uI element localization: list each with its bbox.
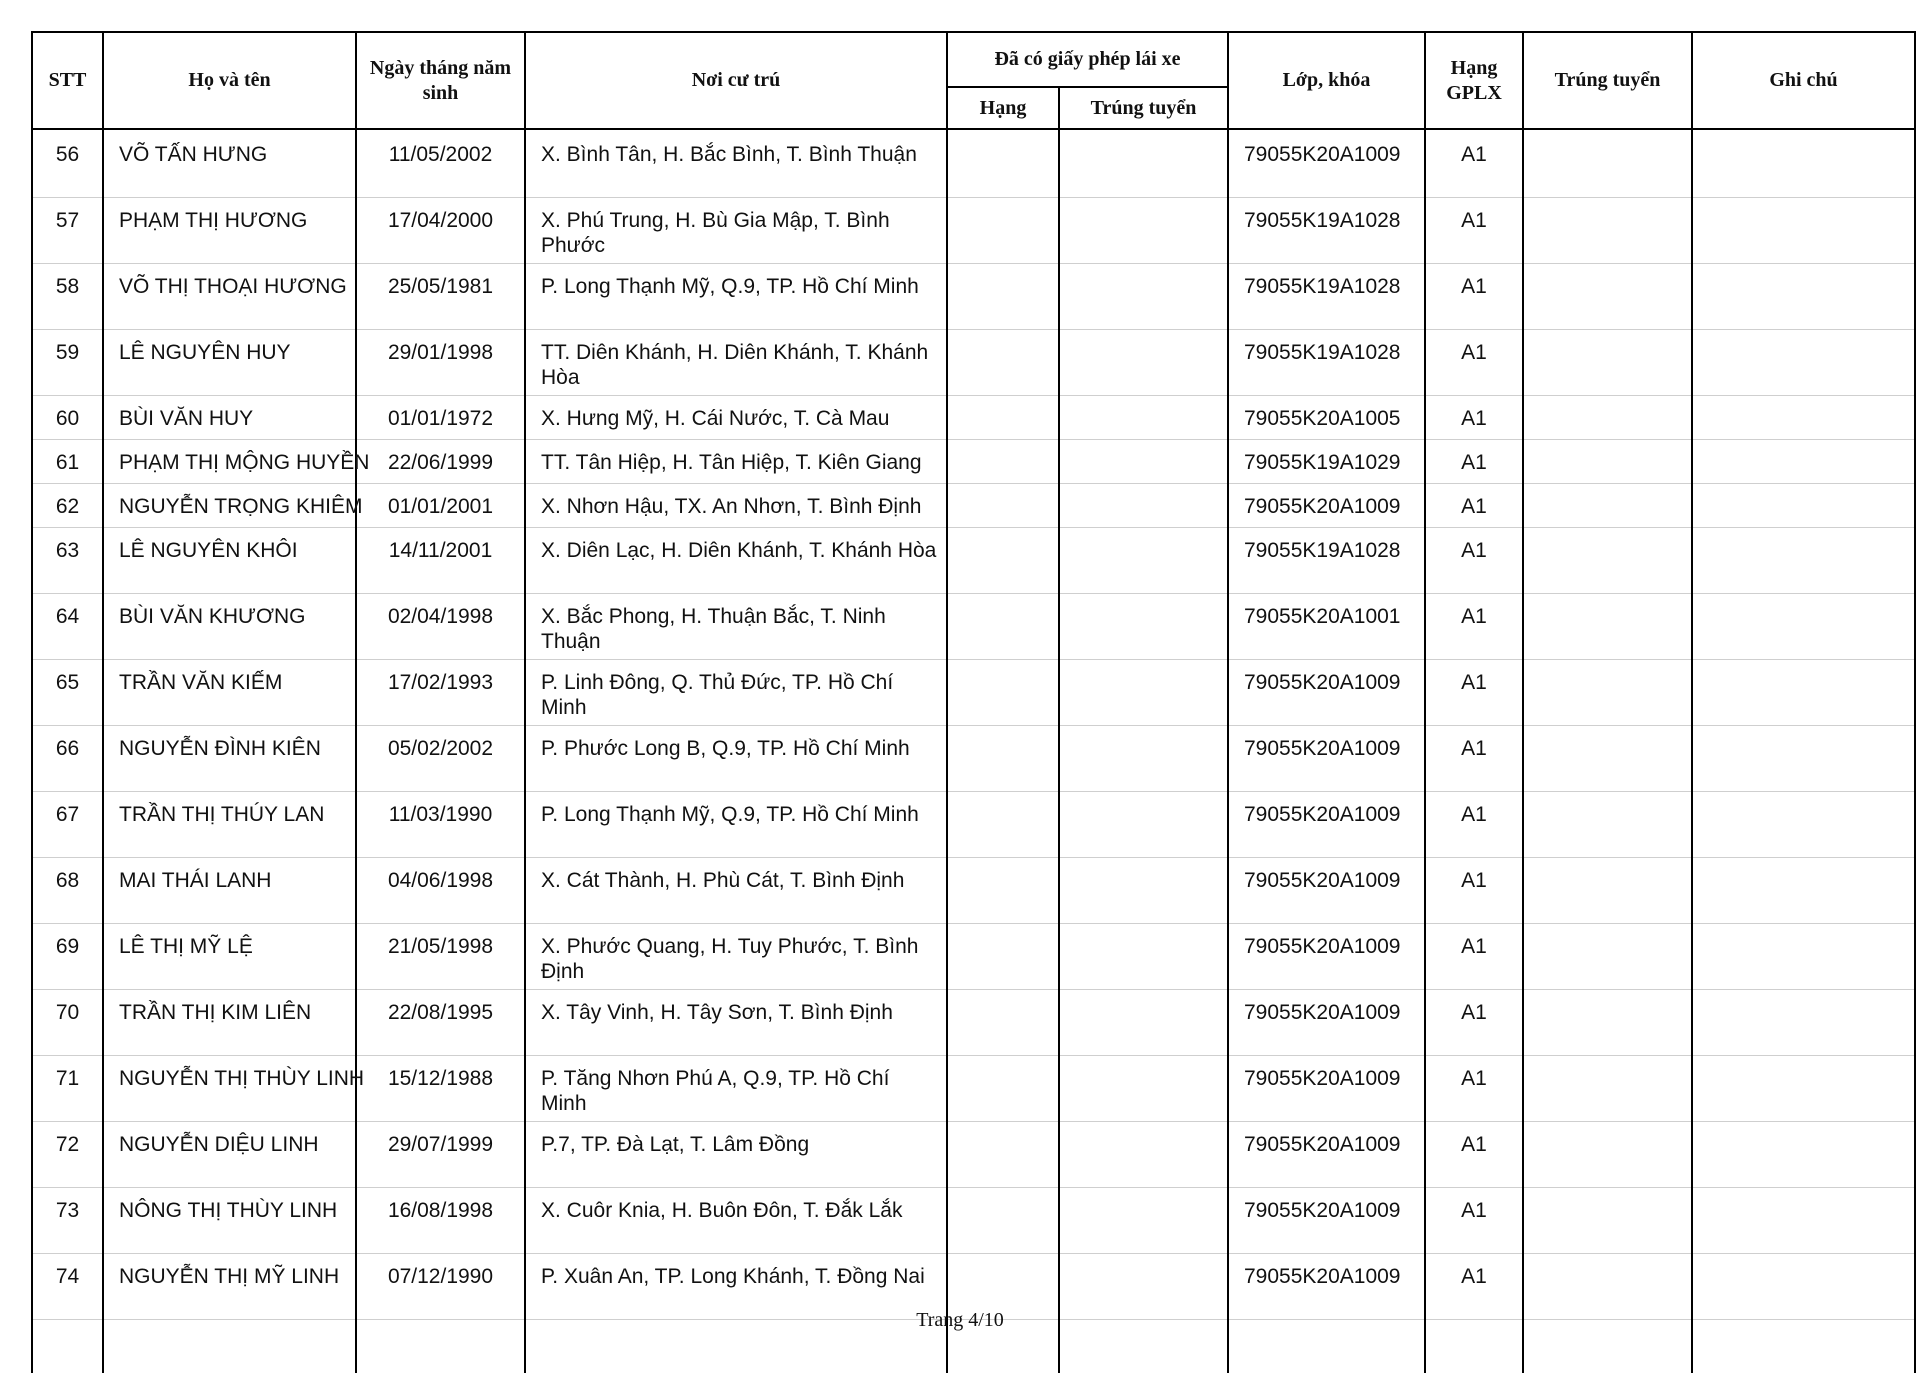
cell-license-rank bbox=[947, 792, 1059, 858]
cell-license-rank bbox=[947, 858, 1059, 924]
cell-admitted bbox=[1523, 660, 1692, 726]
cell-class: 79055K20A1009 bbox=[1228, 660, 1425, 726]
cell-license-rank bbox=[947, 594, 1059, 660]
cell-stt: 65 bbox=[32, 660, 103, 726]
table-header bbox=[32, 32, 1915, 129]
cell-license-rank bbox=[947, 330, 1059, 396]
table-row bbox=[32, 924, 1915, 990]
cell-address: TT. Diên Khánh, H. Diên Khánh, T. Khánh Hòa bbox=[525, 330, 947, 396]
cell-class: 79055K20A1009 bbox=[1228, 1254, 1425, 1320]
cell-license-admitted bbox=[1059, 924, 1228, 990]
table-row bbox=[32, 396, 1915, 440]
table-row bbox=[32, 440, 1915, 484]
cell-dob: 01/01/2001 bbox=[356, 484, 525, 528]
cell-gplx: A1 bbox=[1425, 924, 1523, 990]
cell-name: NGUYỄN ĐÌNH KIÊN bbox=[103, 726, 356, 792]
cell-class: 79055K19A1029 bbox=[1228, 440, 1425, 484]
cell-name: TRẦN THỊ THÚY LAN bbox=[103, 792, 356, 858]
cell-license-admitted bbox=[1059, 396, 1228, 440]
cell-stt: 60 bbox=[32, 396, 103, 440]
cell-dob: 16/08/1998 bbox=[356, 1188, 525, 1254]
cell-note bbox=[1692, 484, 1915, 528]
cell-note bbox=[1692, 990, 1915, 1056]
cell-stt: 73 bbox=[32, 1188, 103, 1254]
cell-stt: 67 bbox=[32, 792, 103, 858]
header-class: Lớp, khóa bbox=[1228, 32, 1425, 129]
cell-dob: 14/11/2001 bbox=[356, 528, 525, 594]
cell-note bbox=[1692, 594, 1915, 660]
cell-address: P. Long Thạnh Mỹ, Q.9, TP. Hồ Chí Minh bbox=[525, 792, 947, 858]
cell-name: NGUYỄN TRỌNG KHIÊM bbox=[103, 484, 356, 528]
cell-license-admitted bbox=[1059, 726, 1228, 792]
cell-stt: 68 bbox=[32, 858, 103, 924]
cell-license-admitted bbox=[1059, 484, 1228, 528]
cell-note bbox=[1692, 330, 1915, 396]
cell-name: NGUYỄN THỊ THÙY LINH bbox=[103, 1056, 356, 1122]
cell-gplx: A1 bbox=[1425, 129, 1523, 198]
cell-license-admitted bbox=[1059, 990, 1228, 1056]
cell-dob: 07/12/1990 bbox=[356, 1254, 525, 1320]
cell-class: 79055K20A1009 bbox=[1228, 129, 1425, 198]
cell-license-admitted bbox=[1059, 594, 1228, 660]
cell-address: X. Cuôr Knia, H. Buôn Đôn, T. Đắk Lắk bbox=[525, 1188, 947, 1254]
cell-class: 79055K20A1009 bbox=[1228, 858, 1425, 924]
cell-note bbox=[1692, 129, 1915, 198]
cell-address: X. Hưng Mỹ, H. Cái Nước, T. Cà Mau bbox=[525, 396, 947, 440]
cell-note bbox=[1692, 396, 1915, 440]
cell-admitted bbox=[1523, 198, 1692, 264]
cell-gplx: A1 bbox=[1425, 726, 1523, 792]
cell-stt: 56 bbox=[32, 129, 103, 198]
cell-gplx: A1 bbox=[1425, 198, 1523, 264]
cell-name: TRẦN THỊ KIM LIÊN bbox=[103, 990, 356, 1056]
cell-address: X. Diên Lạc, H. Diên Khánh, T. Khánh Hòa bbox=[525, 528, 947, 594]
cell-admitted bbox=[1523, 1188, 1692, 1254]
cell-note bbox=[1692, 792, 1915, 858]
cell-name: LÊ NGUYÊN HUY bbox=[103, 330, 356, 396]
cell-admitted bbox=[1523, 129, 1692, 198]
cell-gplx: A1 bbox=[1425, 484, 1523, 528]
cell-gplx: A1 bbox=[1425, 858, 1523, 924]
cell-stt: 58 bbox=[32, 264, 103, 330]
cell-dob: 17/04/2000 bbox=[356, 198, 525, 264]
cell-license-admitted bbox=[1059, 264, 1228, 330]
cell-admitted bbox=[1523, 484, 1692, 528]
cell-class: 79055K19A1028 bbox=[1228, 528, 1425, 594]
cell-license-admitted bbox=[1059, 1188, 1228, 1254]
header-name: Họ và tên bbox=[103, 32, 356, 129]
table-row bbox=[32, 1122, 1915, 1188]
cell-stt: 71 bbox=[32, 1056, 103, 1122]
cell-license-admitted bbox=[1059, 129, 1228, 198]
table-row bbox=[32, 1056, 1915, 1122]
candidate-list-sheet bbox=[31, 31, 1914, 1373]
cell-name: MAI THÁI LANH bbox=[103, 858, 356, 924]
cell-address: P. Tăng Nhơn Phú A, Q.9, TP. Hồ Chí Minh bbox=[525, 1056, 947, 1122]
cell-gplx: A1 bbox=[1425, 660, 1523, 726]
cell-class: 79055K20A1009 bbox=[1228, 1122, 1425, 1188]
cell-dob: 11/03/1990 bbox=[356, 792, 525, 858]
cell-address: TT. Tân Hiệp, H. Tân Hiệp, T. Kiên Giang bbox=[525, 440, 947, 484]
cell-name: LÊ THỊ MỸ LỆ bbox=[103, 924, 356, 990]
cell-stt: 66 bbox=[32, 726, 103, 792]
cell-address: X. Phước Quang, H. Tuy Phước, T. Bình Định bbox=[525, 924, 947, 990]
cell-address: X. Cát Thành, H. Phù Cát, T. Bình Định bbox=[525, 858, 947, 924]
table-row bbox=[32, 528, 1915, 594]
cell-dob: 29/07/1999 bbox=[356, 1122, 525, 1188]
cell-class: 79055K19A1028 bbox=[1228, 264, 1425, 330]
table-row bbox=[32, 726, 1915, 792]
cell-stt: 61 bbox=[32, 440, 103, 484]
cell-license-rank bbox=[947, 440, 1059, 484]
cell-class: 79055K19A1028 bbox=[1228, 198, 1425, 264]
cell-stt: 64 bbox=[32, 594, 103, 660]
cell-license-admitted bbox=[1059, 440, 1228, 484]
header-stt: STT bbox=[32, 32, 103, 129]
cell-license-admitted bbox=[1059, 858, 1228, 924]
header-license-admitted: Trúng tuyển bbox=[1059, 87, 1228, 129]
cell-admitted bbox=[1523, 396, 1692, 440]
cell-class: 79055K20A1001 bbox=[1228, 594, 1425, 660]
cell-license-rank bbox=[947, 924, 1059, 990]
table-row bbox=[32, 198, 1915, 264]
cell-name: NÔNG THỊ THÙY LINH bbox=[103, 1188, 356, 1254]
cell-license-rank bbox=[947, 1188, 1059, 1254]
cell-address: P. Xuân An, TP. Long Khánh, T. Đồng Nai bbox=[525, 1254, 947, 1320]
cell-gplx: A1 bbox=[1425, 528, 1523, 594]
cell-license-admitted bbox=[1059, 198, 1228, 264]
cell-note bbox=[1692, 1122, 1915, 1188]
cell-license-admitted bbox=[1059, 1056, 1228, 1122]
table-row bbox=[32, 858, 1915, 924]
cell-stt: 57 bbox=[32, 198, 103, 264]
header-note: Ghi chú bbox=[1692, 32, 1915, 129]
cell-name: PHẠM THỊ MỘNG HUYỀN bbox=[103, 440, 356, 484]
table-row bbox=[32, 594, 1915, 660]
cell-class: 79055K20A1005 bbox=[1228, 396, 1425, 440]
cell-class: 79055K20A1009 bbox=[1228, 924, 1425, 990]
cell-note bbox=[1692, 1056, 1915, 1122]
cell-name: PHẠM THỊ HƯƠNG bbox=[103, 198, 356, 264]
header-address: Nơi cư trú bbox=[525, 32, 947, 129]
cell-note bbox=[1692, 660, 1915, 726]
cell-license-admitted bbox=[1059, 528, 1228, 594]
cell-admitted bbox=[1523, 924, 1692, 990]
cell-note bbox=[1692, 726, 1915, 792]
cell-name: LÊ NGUYÊN KHÔI bbox=[103, 528, 356, 594]
cell-name: VÕ TẤN HƯNG bbox=[103, 129, 356, 198]
header-gplx: Hạng GPLX bbox=[1425, 32, 1523, 129]
cell-address: X. Phú Trung, H. Bù Gia Mập, T. Bình Phước bbox=[525, 198, 947, 264]
cell-gplx: A1 bbox=[1425, 396, 1523, 440]
cell-class: 79055K19A1028 bbox=[1228, 330, 1425, 396]
cell-name: TRẦN VĂN KIẾM bbox=[103, 660, 356, 726]
cell-dob: 01/01/1972 bbox=[356, 396, 525, 440]
cell-gplx: A1 bbox=[1425, 1056, 1523, 1122]
cell-dob: 22/06/1999 bbox=[356, 440, 525, 484]
cell-license-rank bbox=[947, 528, 1059, 594]
cell-stt: 72 bbox=[32, 1122, 103, 1188]
candidate-table bbox=[31, 31, 1916, 1373]
cell-admitted bbox=[1523, 990, 1692, 1056]
cell-address: P.7, TP. Đà Lạt, T. Lâm Đồng bbox=[525, 1122, 947, 1188]
cell-note bbox=[1692, 198, 1915, 264]
cell-address: X. Tây Vinh, H. Tây Sơn, T. Bình Định bbox=[525, 990, 947, 1056]
header-admitted: Trúng tuyển bbox=[1523, 32, 1692, 129]
cell-admitted bbox=[1523, 528, 1692, 594]
cell-address: X. Bắc Phong, H. Thuận Bắc, T. Ninh Thuận bbox=[525, 594, 947, 660]
cell-stt: 63 bbox=[32, 528, 103, 594]
cell-stt: 59 bbox=[32, 330, 103, 396]
table-row bbox=[32, 1188, 1915, 1254]
cell-license-admitted bbox=[1059, 330, 1228, 396]
cell-dob: 21/05/1998 bbox=[356, 924, 525, 990]
cell-admitted bbox=[1523, 1122, 1692, 1188]
cell-dob: 29/01/1998 bbox=[356, 330, 525, 396]
cell-name: BÙI VĂN HUY bbox=[103, 396, 356, 440]
cell-dob: 02/04/1998 bbox=[356, 594, 525, 660]
cell-dob: 15/12/1988 bbox=[356, 1056, 525, 1122]
cell-license-rank bbox=[947, 484, 1059, 528]
table-row bbox=[32, 330, 1915, 396]
cell-gplx: A1 bbox=[1425, 440, 1523, 484]
cell-dob: 05/02/2002 bbox=[356, 726, 525, 792]
cell-admitted bbox=[1523, 440, 1692, 484]
cell-gplx: A1 bbox=[1425, 990, 1523, 1056]
cell-note bbox=[1692, 528, 1915, 594]
cell-stt: 74 bbox=[32, 1254, 103, 1320]
header-license-rank: Hạng bbox=[947, 87, 1059, 129]
table-row bbox=[32, 792, 1915, 858]
cell-address: P. Linh Đông, Q. Thủ Đức, TP. Hồ Chí Minh bbox=[525, 660, 947, 726]
cell-gplx: A1 bbox=[1425, 1122, 1523, 1188]
cell-gplx: A1 bbox=[1425, 792, 1523, 858]
cell-dob: 11/05/2002 bbox=[356, 129, 525, 198]
cell-gplx: A1 bbox=[1425, 1188, 1523, 1254]
header-dob: Ngày tháng năm sinh bbox=[356, 32, 525, 129]
cell-class: 79055K20A1009 bbox=[1228, 990, 1425, 1056]
cell-gplx: A1 bbox=[1425, 330, 1523, 396]
cell-gplx: A1 bbox=[1425, 264, 1523, 330]
cell-license-admitted bbox=[1059, 792, 1228, 858]
cell-gplx: A1 bbox=[1425, 1254, 1523, 1320]
cell-name: NGUYỄN DIỆU LINH bbox=[103, 1122, 356, 1188]
cell-note bbox=[1692, 1188, 1915, 1254]
cell-name: BÙI VĂN KHƯƠNG bbox=[103, 594, 356, 660]
table-row bbox=[32, 264, 1915, 330]
cell-note bbox=[1692, 858, 1915, 924]
cell-license-rank bbox=[947, 198, 1059, 264]
cell-license-rank bbox=[947, 396, 1059, 440]
table-row bbox=[32, 990, 1915, 1056]
cell-license-rank bbox=[947, 726, 1059, 792]
cell-stt: 69 bbox=[32, 924, 103, 990]
cell-note bbox=[1692, 264, 1915, 330]
header-license-group: Đã có giấy phép lái xe bbox=[947, 32, 1228, 87]
page-number: Trang 4/10 bbox=[0, 1309, 1920, 1332]
cell-admitted bbox=[1523, 264, 1692, 330]
cell-class: 79055K20A1009 bbox=[1228, 484, 1425, 528]
cell-stt: 70 bbox=[32, 990, 103, 1056]
cell-dob: 17/02/1993 bbox=[356, 660, 525, 726]
cell-license-rank bbox=[947, 264, 1059, 330]
cell-class: 79055K20A1009 bbox=[1228, 792, 1425, 858]
cell-gplx: A1 bbox=[1425, 594, 1523, 660]
cell-name: NGUYỄN THỊ MỸ LINH bbox=[103, 1254, 356, 1320]
table-row bbox=[32, 660, 1915, 726]
cell-license-admitted bbox=[1059, 1122, 1228, 1188]
cell-admitted bbox=[1523, 594, 1692, 660]
table-row bbox=[32, 129, 1915, 198]
cell-address: P. Phước Long B, Q.9, TP. Hồ Chí Minh bbox=[525, 726, 947, 792]
cell-license-rank bbox=[947, 1056, 1059, 1122]
cell-admitted bbox=[1523, 792, 1692, 858]
cell-address: P. Long Thạnh Mỹ, Q.9, TP. Hồ Chí Minh bbox=[525, 264, 947, 330]
cell-admitted bbox=[1523, 330, 1692, 396]
cell-class: 79055K20A1009 bbox=[1228, 726, 1425, 792]
cell-admitted bbox=[1523, 1056, 1692, 1122]
cell-license-admitted bbox=[1059, 660, 1228, 726]
table-body bbox=[32, 129, 1915, 1373]
cell-dob: 25/05/1981 bbox=[356, 264, 525, 330]
cell-license-rank bbox=[947, 990, 1059, 1056]
cell-address: X. Nhơn Hậu, TX. An Nhơn, T. Bình Định bbox=[525, 484, 947, 528]
cell-note bbox=[1692, 440, 1915, 484]
cell-license-rank bbox=[947, 660, 1059, 726]
cell-note bbox=[1692, 924, 1915, 990]
cell-license-rank bbox=[947, 1122, 1059, 1188]
cell-dob: 04/06/1998 bbox=[356, 858, 525, 924]
cell-license-rank bbox=[947, 129, 1059, 198]
cell-admitted bbox=[1523, 858, 1692, 924]
cell-name: VÕ THỊ THOẠI HƯƠNG bbox=[103, 264, 356, 330]
cell-admitted bbox=[1523, 726, 1692, 792]
cell-address: X. Bình Tân, H. Bắc Bình, T. Bình Thuận bbox=[525, 129, 947, 198]
cell-dob: 22/08/1995 bbox=[356, 990, 525, 1056]
cell-stt: 62 bbox=[32, 484, 103, 528]
table-row bbox=[32, 484, 1915, 528]
cell-class: 79055K20A1009 bbox=[1228, 1056, 1425, 1122]
cell-class: 79055K20A1009 bbox=[1228, 1188, 1425, 1254]
